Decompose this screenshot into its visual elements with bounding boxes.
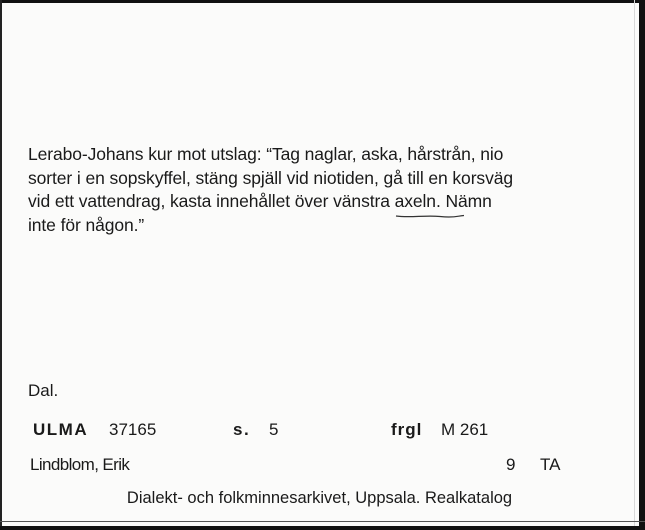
- frgl-label: frgl: [391, 420, 423, 439]
- frgl-value: M 261: [441, 420, 489, 439]
- ulma-label: ULMA: [33, 420, 89, 439]
- card-edge-bottom: [0, 526, 645, 530]
- archive-footer: [0, 489, 645, 508]
- box-number: 9: [506, 455, 516, 474]
- card-edge-top: [0, 0, 645, 3]
- body-line: sorter i en sopskyffel, stäng spjäll vid niotiden, gå till en korsväg: [28, 167, 513, 188]
- ulma-number: 37165: [109, 420, 157, 439]
- box-code: TA: [540, 455, 561, 474]
- body-line: Lerabo-Johans kur mot utslag: “Tag naglar, aska, hårstrån, nio: [28, 144, 504, 164]
- card-edge-bottom-inner: [0, 521, 645, 522]
- page-label: s.: [233, 420, 251, 439]
- handwritten-underline: [395, 213, 465, 219]
- card-edge-left: [0, 0, 2, 530]
- reference-row: [33, 420, 613, 446]
- body-line: vid ett vattendrag, kasta innehållet över vänstra axeln. Nämn: [28, 191, 492, 211]
- collector-name: Lindblom, Erik: [30, 455, 130, 474]
- page-number: 5: [269, 420, 279, 439]
- collector-row: [30, 455, 620, 481]
- card-body-text: [28, 143, 608, 237]
- place-label: Dal.: [28, 381, 59, 400]
- body-line: inte för någon.”: [28, 214, 145, 235]
- footer-text: Dialekt- och folkminnesarkivet, Uppsala. Realkatalog: [126, 489, 513, 507]
- card-edge-right-inner: [634, 0, 635, 530]
- card-edge-right: [639, 0, 645, 530]
